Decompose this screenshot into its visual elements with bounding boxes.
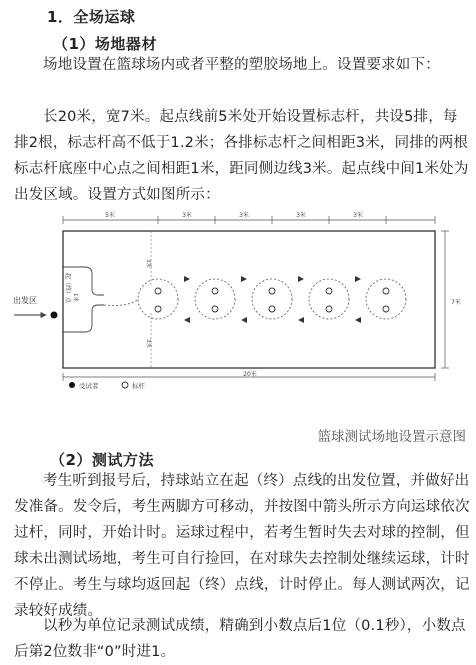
dim-label-5m: 5米 (105, 212, 115, 219)
court-diagram (10, 207, 466, 422)
width-label: 7米 (451, 299, 461, 306)
pole (269, 306, 275, 312)
pole (212, 306, 218, 312)
court-outline (63, 231, 435, 368)
pole (269, 288, 275, 294)
direction-arrows (184, 276, 361, 323)
subheading-test-method: （2）测试方法 (50, 451, 154, 469)
right-dimension-line (441, 231, 449, 368)
pole (383, 306, 389, 312)
side-dim-top: 3米 (145, 259, 151, 268)
legend-pole-label: 标杆 (132, 382, 145, 390)
paragraph-requirements: 长20米，宽7米。起点线前5米处开始设置标志杆，共设5排，每排2根，标志杆高不低于1.2米；各排标志杆之间相距3米，同排的两根标志杆底座中心点之间相距1米，距同侧边线3米。起点线中间1米处为出发区域。设置方式如图所示： (14, 109, 469, 203)
dim-label-3m-1: 3米 (182, 212, 192, 219)
dim-label-3m-2: 3米 (239, 212, 249, 219)
top-dimension-line (63, 216, 435, 224)
dim-label-3m-3: 3米 (296, 212, 306, 219)
poles (155, 288, 389, 312)
inner-dim-label: 1米 (72, 293, 78, 302)
paragraph-venue: 场地设置在篮球场内或者平整的塑胶场地上。设置要求如下： (43, 57, 440, 73)
paragraph-procedure: 考生听到报号后，持球站立在起（终）点线的出发位置，并做好出发准备。发令后，考生两脚方可移动，并按图中箭头所示方向运球依次过杆，同时，开始计时。运球过程中，若考生暂时失去对球的控制，但球未出测试场地，考生可自行捡回，在对球失去控制处继续运球，计时不停止。考生与球均返回起（终）点线，计时停止。每人测试两次，记录较好成绩。 (14, 473, 470, 619)
pole (155, 306, 161, 312)
dribble-paths (104, 279, 406, 319)
subheading-equipment: （1）场地器材 (53, 35, 157, 53)
tester-marker (51, 312, 58, 319)
pole (155, 288, 161, 294)
side-dim-bottom: 3米 (145, 339, 151, 348)
dim-label-3m-4: 3米 (353, 212, 363, 219)
pole (383, 288, 389, 294)
diagram-caption: 篮球测试场地设置示意图 (317, 429, 466, 445)
start-line-label: 起（终）点 (64, 273, 71, 304)
section-heading: 1．全场运球 (47, 8, 136, 26)
pole (326, 306, 332, 312)
start-area-label: 出发区 (13, 296, 37, 305)
paragraph-scoring: 以秒为单位记录测试成绩，精确到小数点后1位（0.1秒），小数点后第2位数非“0”时进1。 (14, 618, 466, 660)
legend-pole-icon (122, 382, 128, 388)
length-label: 20米 (243, 371, 257, 378)
legend-tester-icon (69, 382, 75, 388)
legend-tester-label: 受试者 (79, 382, 99, 390)
pole (212, 288, 218, 294)
pole (326, 288, 332, 294)
